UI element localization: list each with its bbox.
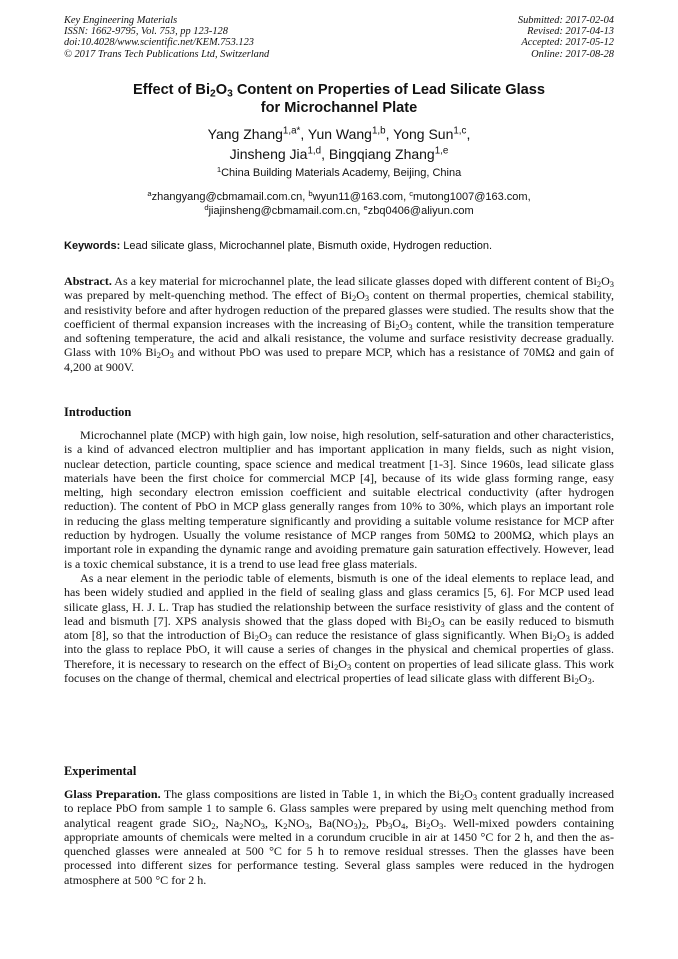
journal-info — [64, 15, 269, 60]
email-link[interactable]: zbq0406@aliyun.com — [367, 205, 474, 217]
date-online: Online: 2017-08-28 — [531, 48, 614, 60]
intro-paragraph-1: Microchannel plate (MCP) with high gain, low noise, high resolution, self-saturation and other characteristics, is a kind of advanced electron multiplier and has important application in many fields, such as night vision, nuclear detection, particle counting, space science and medical treatment [1-3]. Since 1960s, lead silicate glass materials have been the first choice for commercial MCP [4], because of its wide glass forming range, easy melting, high secondary electron emission coefficient and suitable electrical conductivity (after hydrogen reduction). The content of PbO in MCP glass generally ranges from 10% to 30%, which plays an important role in reducing the glass melting temperature significantly and providing a suitable volume resistance for MCP after reduction by hydrogen. Usually the volume resistance of MCP ranges from 50MΩ to 200MΩ, which plays an important role in expanding the dynamic range and avoiding premature gain saturation effectively. However, lead is a toxic chemical substance, it is a trend to use lead free glass materials. — [64, 428, 614, 571]
author-emails: $^a$zhangyang@cbmamail.com.cn, $^b$wyun11@163.com, $^c$mutong1007@163.com, $^d$jiajinsheng@cbmamail.com.cn, $^e$zbq0406@aliyun.com — [147, 188, 531, 217]
date-submitted: Submitted: 2017-02-04 — [517, 15, 614, 26]
author: Yang Zhang — [207, 126, 283, 142]
experimental-body — [64, 787, 614, 887]
email-link[interactable]: mutong1007@163.com, — [413, 191, 531, 203]
author: Yun Wang — [307, 126, 372, 142]
keywords-label: Keywords: — [64, 240, 121, 252]
abstract-label: Abstract. — [64, 274, 112, 288]
journal-doi: doi:10.4028/www.scientific.net/KEM.753.123 — [64, 37, 254, 49]
journal-copyright: © 2017 Trans Tech Publications Ltd, Switzerland — [64, 48, 270, 60]
author: Jinsheng Jia — [229, 146, 308, 162]
keywords-text: Lead silicate glass, Microchannel plate, Bismuth oxide, Hydrogen reduction. — [120, 240, 493, 252]
paper-title: Effect of $Bi_2O_3$ Content on Properties of Lead Silicate Glass for Microchannel Plate — [133, 82, 545, 116]
publication-dates — [518, 15, 614, 60]
author: Bingqiang Zhang — [328, 146, 435, 162]
intro-paragraph-2: As a near element in the periodic table of elements, bismuth is one of the ideal elements to replace lead, and has been widely studied and applied in the field of sealing glass and glass ceramics [5, 6]. For MCP used lead silicate glass, H. J. L. Trap has studied the relationship between the surface resistivity of glass and the content of lead and bismuth [7]. XPS analysis showed that the glass doped with $Bi_2O_3$ can be easily reduced to bismuth atom [8], so that the introduction of $Bi_2O_3$ can reduce the resistance of glass significantly. When $Bi_2O_3$ is added into the glass to replace PbO, it will cause a series of changes in the physical and chemical properties of glass. Therefore, it is necessary to research on the effect of $Bi_2O_3$ content on properties of lead silicate glass. This work focuses on the change of thermal, chemical and electrical properties of lead silicate glass with different $Bi_2O_3$. — [64, 570, 614, 687]
author: Yong Sun — [393, 126, 454, 142]
experimental-heading: Experimental — [64, 764, 137, 778]
email-link[interactable]: jiajinsheng@cbmamail.com.cn, — [208, 205, 364, 217]
glass-preparation-label: Glass Preparation. — [64, 787, 161, 801]
introduction-heading: Introduction — [64, 405, 132, 419]
introduction-body — [64, 428, 614, 685]
author-list: Yang Zhang$^{1,a*}$, Yun Wang$^{1,b}$, Yong Sun$^{1,c}$, Jinsheng Jia$^{1,d}$, Bingqiang Zhang$^{1,e}$ — [207, 125, 471, 162]
journal-issn: ISSN: 1662-9795, Vol. 753, pp 123-128 — [64, 26, 228, 38]
date-accepted: Accepted: 2017-05-12 — [521, 37, 614, 49]
glass-preparation-paragraph: Glass Preparation. The glass compositions are listed in Table 1, in which the $Bi_2O_3$ content gradually increased to replace PbO from sample 1 to sample 6. Glass samples were prepared by using melt quenching method from analytical reagent grade SiO$_2$, $Na_2NO_3$, $K_2NO_3$, $Ba(NO_3)_2$, $Pb_3O_4$, $Bi_2O_3$. Well-mixed powders containing appropriate amounts of chemicals were melted in a corundum crucible in air at 1450 °C for 2 h, and then the as-quenched glasses were annealed at 500 °C for 5 h to remove residual stresses. Then the glasses have been processed into different sizes for performance testing. Several glass samples were reduced in the hydrogen atmosphere at 500 °C for 2 h. — [64, 787, 614, 887]
email-link[interactable]: zhangyang@cbmamail.com.cn, — [151, 191, 309, 203]
journal-name: Key Engineering Materials — [64, 15, 178, 26]
keywords — [64, 239, 614, 253]
date-revised: Revised: 2017-04-13 — [527, 26, 614, 38]
email-link[interactable]: wyun11@163.com, — [312, 191, 410, 203]
abstract: Abstract. As a key material for microchannel plate, the lead silicate glasses doped with different content of $Bi_2O_3$ was prepared by melt-quenching method. The effect of $Bi_2O_3$ content on thermal properties, chemical stability, and resistivity before and after hydrogen reduction of the prepared glasses were studied. The results show that the coefficient of thermal expansion increases with the increasing of $Bi_2O_3$ content, while the transition temperature and softening temperature, the acid and alkali resistance, the volume and surface resistivity decrease gradually. Glass with 10% $Bi_2O_3$ and without PbO was used to prepare MCP, which has a resistance of 70MΩ and gain of 4,200 at 900V. — [64, 274, 615, 374]
affiliation: $^1$China Building Materials Academy, Beijing, China — [216, 164, 462, 179]
